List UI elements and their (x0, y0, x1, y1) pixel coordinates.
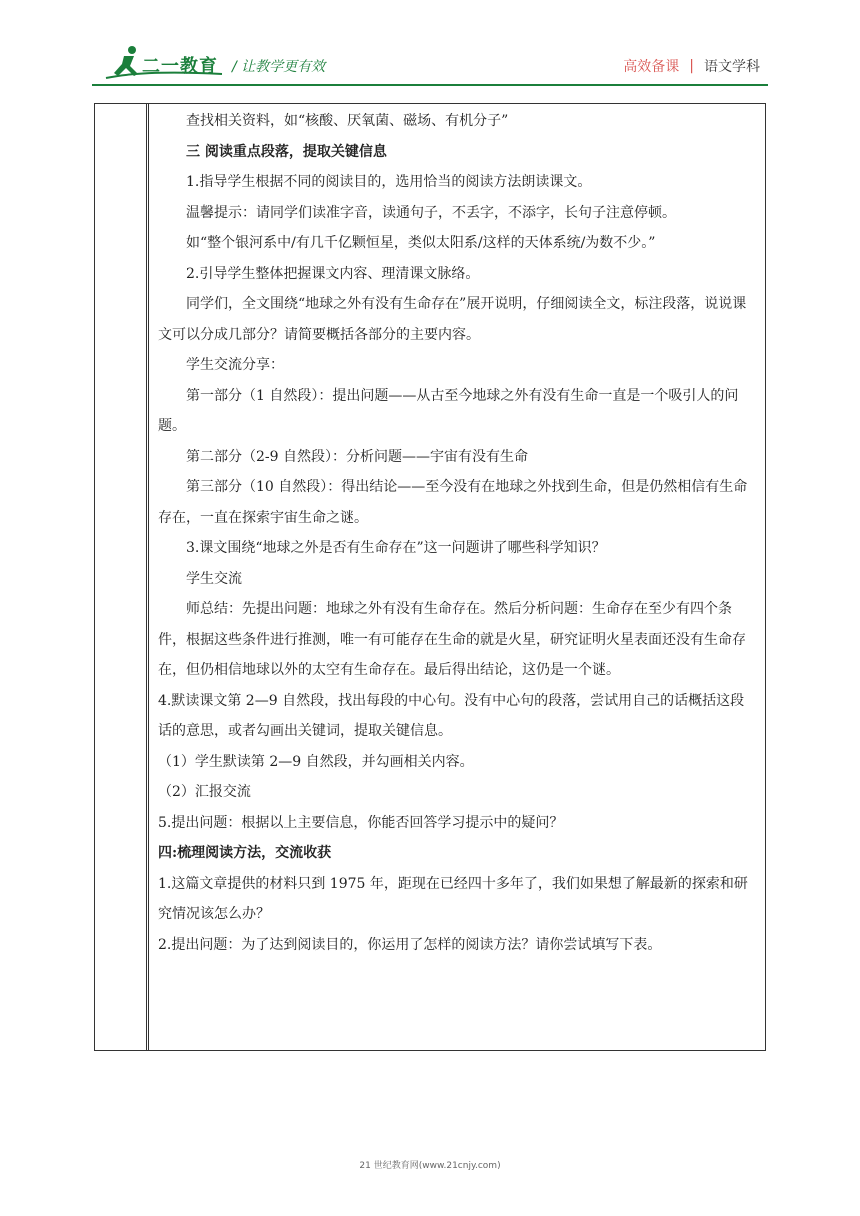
paragraph: 1.指导学生根据不同的阅读目的，选用恰当的阅读方法朗读课文。 (186, 174, 592, 190)
paragraph: 2.引导学生整体把握课文内容、理清课文脉络。 (186, 265, 480, 282)
paragraph: 5.提出问题：根据以上主要信息，你能否回答学习提示中的疑问？ (158, 814, 564, 831)
table-column-divider (148, 103, 149, 1051)
paragraph: 同学们，全文围绕“地球之外有没有生命存在”展开说明，仔细阅读全文，标注段落，说说课文可以分成几部分？请简要概括各部分的主要内容。 (158, 296, 747, 343)
paragraph: 学生交流 (186, 570, 242, 587)
slogan: / 让教学更有效 (232, 59, 326, 75)
paragraph: 4.默读课文第 2—9 自然段，找出每段的中心句。没有中心句的段落，尝试用自己的话概括这段话的意思，或者勾画出关键词，提取关键信息。 (158, 692, 745, 739)
header-separator: | (689, 58, 694, 74)
header-rule (92, 84, 768, 86)
paragraph: 第一部分（1 自然段）：提出问题——从古至今地球之外有没有生命一直是一个吸引人的问题。 (158, 387, 739, 434)
paragraph: 查找相关资料，如“核酸、厌氧菌、磁场、有机分子” (186, 113, 509, 129)
header-subject (623, 56, 760, 76)
paragraph: 2.提出问题：为了达到阅读目的，你运用了怎样的阅读方法？请你尝试填写下表。 (158, 936, 662, 953)
header-subject-label: 语文学科 (704, 59, 760, 75)
paragraph: 3.课文围绕“地球之外是否有生命存在”这一问题讲了哪些科学知识？ (186, 540, 606, 556)
header-highlight: 高效备课 (623, 59, 680, 75)
logo-text: 二一教育 (142, 56, 218, 77)
paragraph: 第三部分（10 自然段）：得出结论——至今没有在地球之外找到生命，但是仍然相信有生命存在，一直在探索宇宙生命之谜。 (158, 479, 748, 526)
paragraph: 1.这篇文章提供的材料只到 1975 年，距现在已经四十多年了，我们如果想了解最新的探索和研究情况该怎么办？ (158, 875, 748, 922)
page-header (0, 0, 860, 90)
lesson-content (158, 106, 758, 960)
paragraph: 四:梳理阅读方法，交流收获 (158, 845, 332, 861)
paragraph: 第二部分（2-9 自然段）：分析问题——宇宙有没有生命 (186, 448, 528, 465)
paragraph: 学生交流分享： (186, 357, 284, 373)
paragraph: 温馨提示：请同学们读准字音，读通句子，不丢字，不添字，长句子注意停顿。 (186, 204, 676, 221)
table-column-divider (146, 103, 147, 1051)
paragraph: 如“整个银河系中/有几千亿颗恒星，类似太阳系/这样的天体系统/为数不少。” (186, 235, 656, 251)
paragraph: （1）学生默读第 2—9 自然段，并勾画相关内容。 (158, 753, 474, 770)
paragraph: 三 阅读重点段落，提取关键信息 (186, 143, 387, 160)
page-footer: 21 世纪教育网(www.21cnjy.com) (359, 1161, 501, 1171)
paragraph: （2）汇报交流 (158, 784, 251, 800)
paragraph: 师总结：先提出问题：地球之外有没有生命存在。然后分析问题：生命存在至少有四个条件，根据这些条件进行推测，唯一有可能存在生命的就是火星，研究证明火星表面还没有生命存在，但仍相信地球以外的太空有生命存在。最后得出结论，这仍是一个谜。 (158, 601, 746, 678)
